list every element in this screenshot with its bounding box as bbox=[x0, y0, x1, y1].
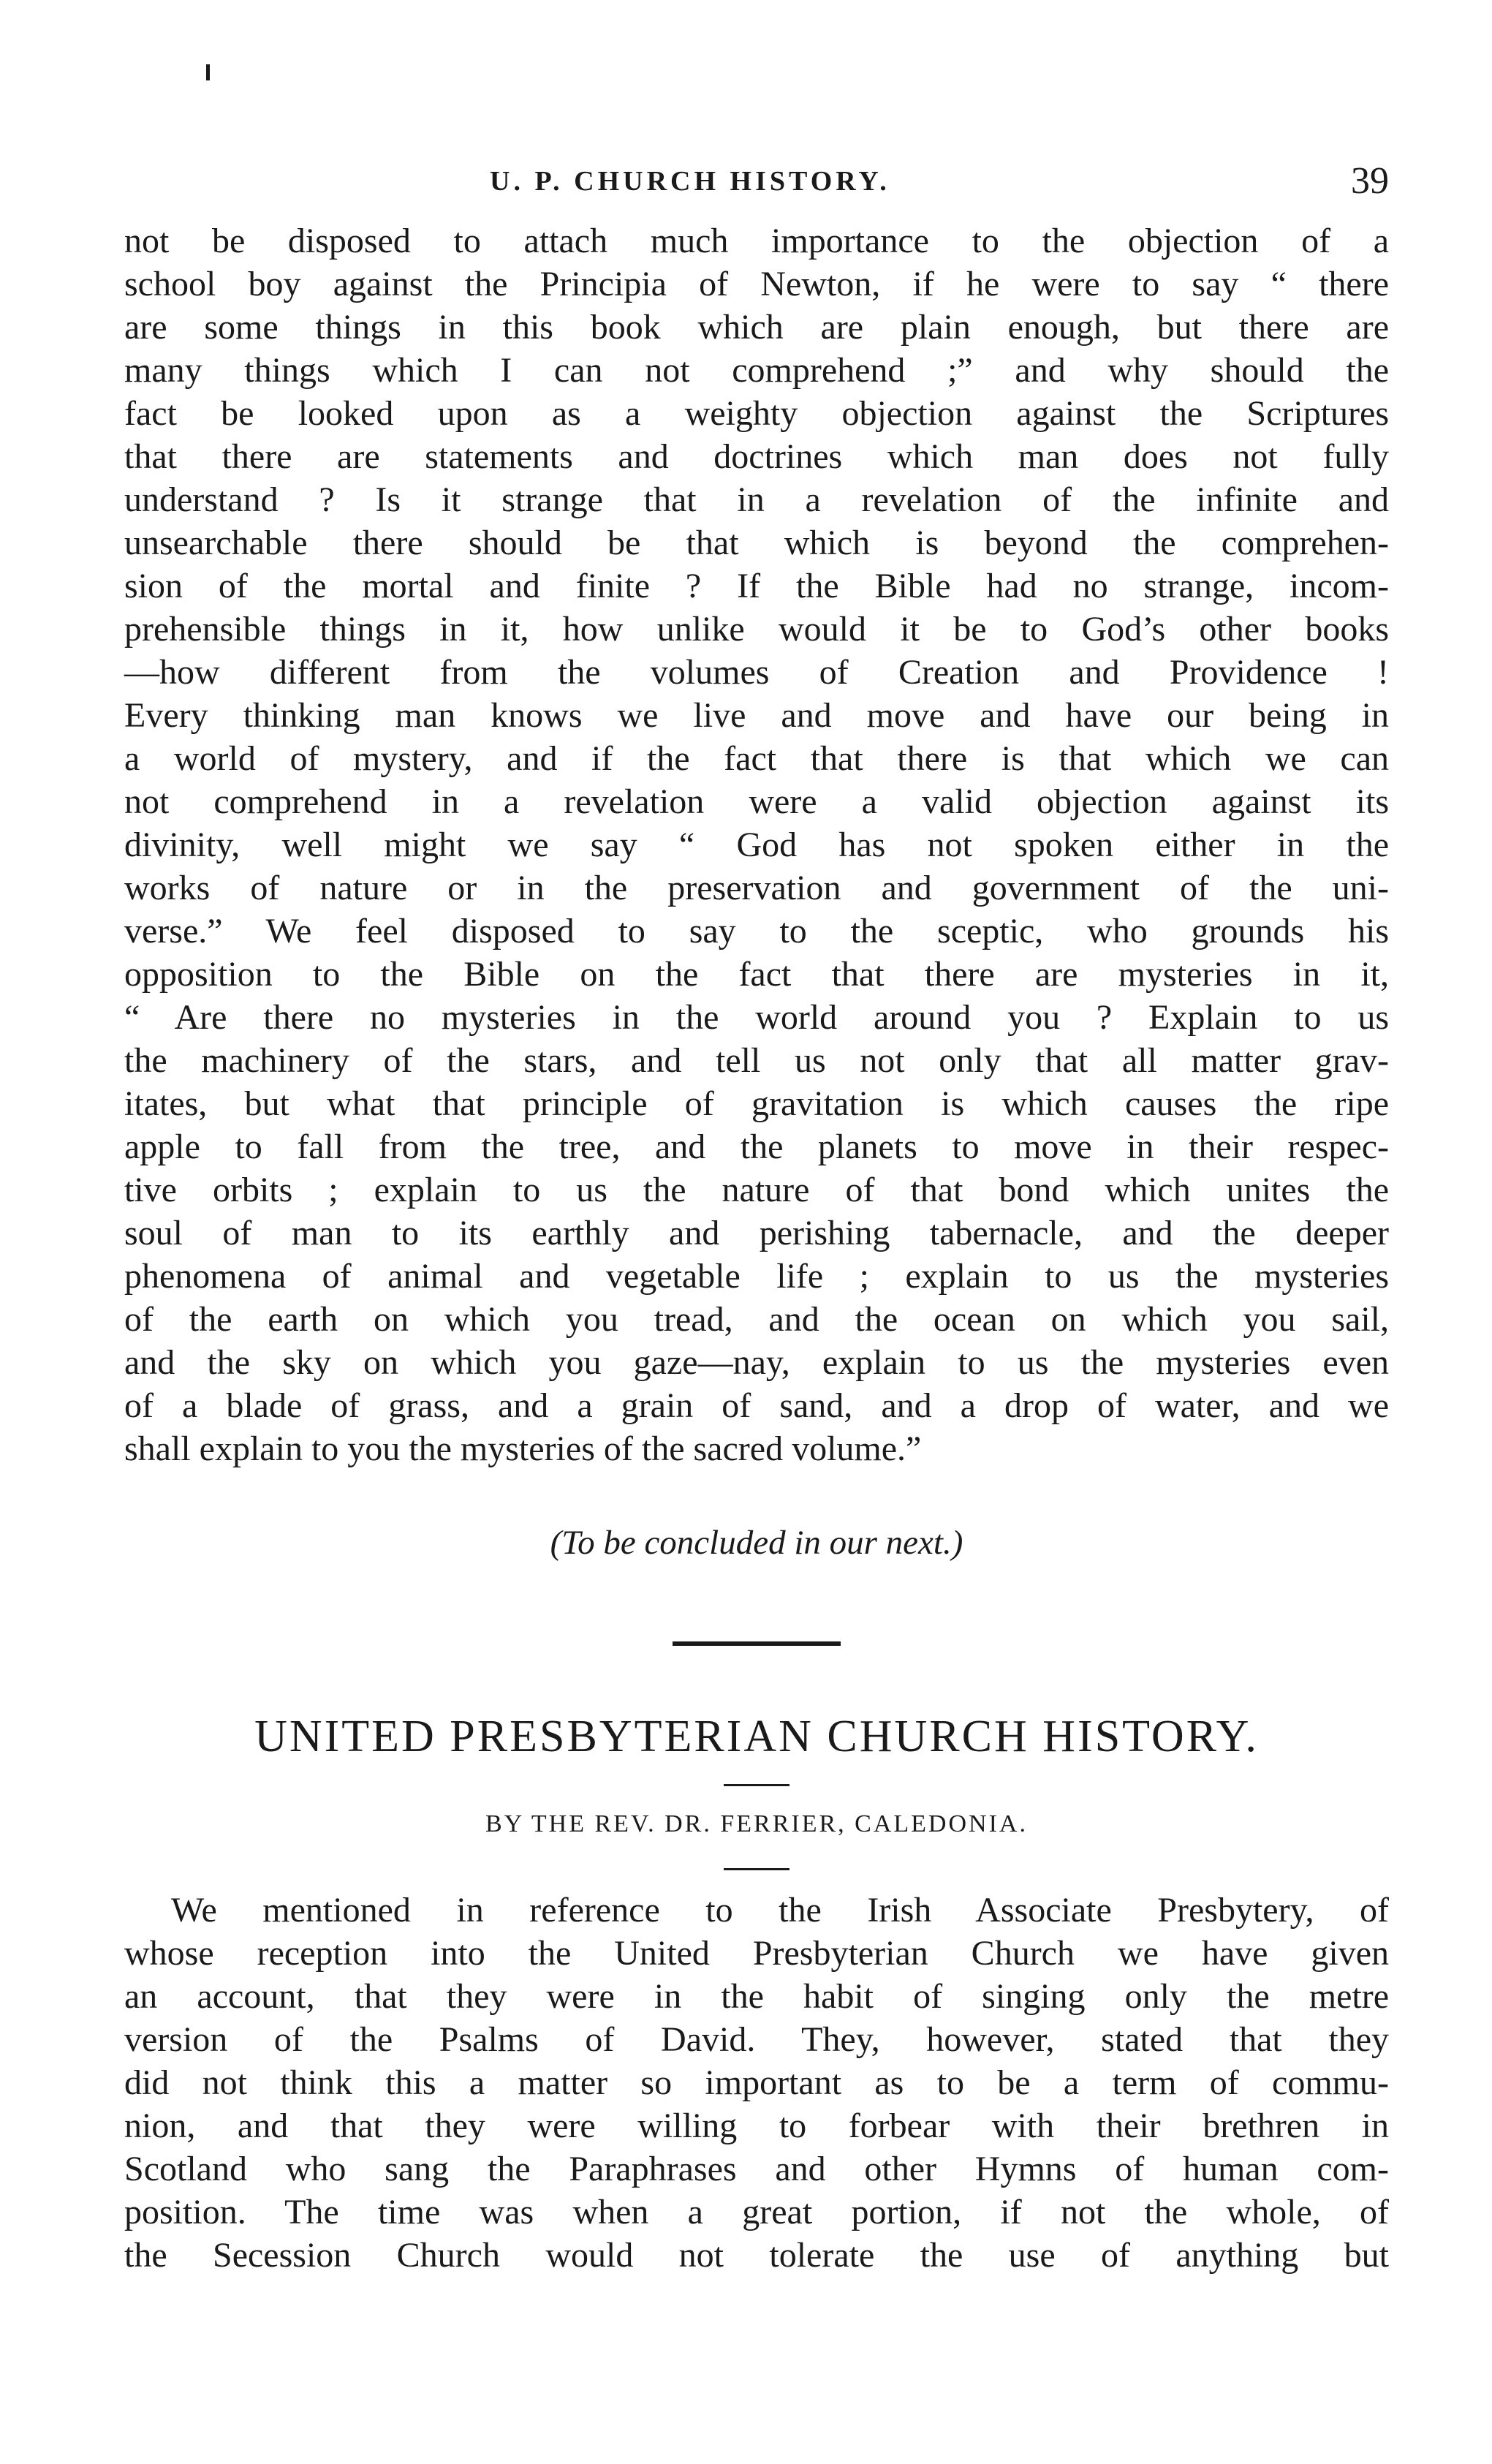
text-line: prehensible things in it, how unlike would it be to God’s other books bbox=[124, 610, 1389, 649]
text-line: and the sky on which you gaze—nay, explain to us the mysteries even bbox=[124, 1343, 1389, 1382]
text-line: sion of the mortal and finite ? If the Bible had no strange, incom- bbox=[124, 567, 1389, 605]
text-line: of the earth on which you tread, and the ocean on which you sail, bbox=[124, 1300, 1389, 1339]
text-line: a world of mystery, and if the fact that there is that which we can bbox=[124, 739, 1389, 778]
text-line: verse.” We feel disposed to say to the sceptic, who grounds his bbox=[124, 912, 1389, 951]
text-line: nion, and that they were willing to forbear with their brethren in bbox=[124, 2106, 1389, 2145]
continued-article-text bbox=[124, 219, 1389, 1470]
article-body bbox=[124, 1889, 1389, 2277]
running-head bbox=[124, 159, 1389, 203]
text-line: version of the Psalms of David. They, however, stated that they bbox=[124, 2020, 1389, 2059]
running-title: U. P. CHURCH HISTORY. bbox=[490, 166, 890, 197]
text-line: the machinery of the stars, and tell us not only that all matter grav- bbox=[124, 1041, 1389, 1080]
text-line: position. The time was when a great portion, if not the whole, of bbox=[124, 2193, 1389, 2231]
text-line: Every thinking man knows we live and move and have our being in bbox=[124, 696, 1389, 735]
text-line: that there are statements and doctrines which man does not fully bbox=[124, 437, 1389, 476]
text-line: We mentioned in reference to the Irish Associate Presbytery, of bbox=[171, 1891, 1389, 1930]
title-rule bbox=[724, 1784, 789, 1786]
text-line: shall explain to you the mysteries of the sacred volume.” bbox=[124, 1429, 922, 1468]
print-mark bbox=[206, 64, 210, 80]
text-line: are some things in this book which are plain enough, but there are bbox=[124, 308, 1389, 347]
page-number: 39 bbox=[1351, 160, 1389, 202]
text-line: Scotland who sang the Paraphrases and other Hymns of human com- bbox=[124, 2150, 1389, 2188]
text-line: whose reception into the United Presbyterian Church we have given bbox=[124, 1934, 1389, 1973]
text-line: apple to fall from the tree, and the planets to move in their respec- bbox=[124, 1127, 1389, 1166]
article-byline: BY THE REV. DR. FERRIER, CALEDONIA. bbox=[485, 1810, 1028, 1837]
book-page bbox=[124, 0, 1389, 2464]
text-line: not be disposed to attach much importance to the objection of a bbox=[124, 222, 1389, 260]
text-line: unsearchable there should be that which is beyond the comprehen- bbox=[124, 524, 1389, 562]
text-line: did not think this a matter so important as to be a term of commu- bbox=[124, 2063, 1389, 2102]
text-line: an account, that they were in the habit of singing only the metre bbox=[124, 1977, 1389, 2016]
text-line: the Secession Church would not tolerate the use of anything but bbox=[124, 2236, 1389, 2275]
text-line: fact be looked upon as a weighty objection against the Scriptures bbox=[124, 394, 1389, 433]
text-line: school boy against the Principia of Newton, if he were to say “ there bbox=[124, 265, 1389, 303]
text-line: many things which I can not comprehend ;” and why should the bbox=[124, 351, 1389, 390]
text-line: itates, but what that principle of gravitation is which causes the ripe bbox=[124, 1084, 1389, 1123]
continuation-note: (To be concluded in our next.) bbox=[550, 1524, 963, 1562]
byline-rule bbox=[724, 1868, 789, 1870]
text-line: —how different from the volumes of Creation and Providence ! bbox=[124, 653, 1389, 692]
text-line: soul of man to its earthly and perishing tabernacle, and the deeper bbox=[124, 1214, 1389, 1252]
text-line: opposition to the Bible on the fact that there are mysteries in it, bbox=[124, 955, 1389, 994]
section-divider bbox=[673, 1641, 841, 1646]
text-line: divinity, well might we say “ God has not spoken either in the bbox=[124, 825, 1389, 864]
text-line: works of nature or in the preservation and government of the uni- bbox=[124, 869, 1389, 907]
text-line: “ Are there no mysteries in the world around you ? Explain to us bbox=[124, 998, 1389, 1037]
text-line: not comprehend in a revelation were a valid objection against its bbox=[124, 782, 1389, 821]
text-line: understand ? Is it strange that in a revelation of the infinite and bbox=[124, 480, 1389, 519]
text-line: phenomena of animal and vegetable life ; explain to us the mysteries bbox=[124, 1257, 1389, 1296]
text-line: of a blade of grass, and a grain of sand, and a drop of water, and we bbox=[124, 1386, 1389, 1425]
text-line: tive orbits ; explain to us the nature of that bond which unites the bbox=[124, 1171, 1389, 1209]
article-title: UNITED PRESBYTERIAN CHURCH HISTORY. bbox=[254, 1712, 1259, 1761]
